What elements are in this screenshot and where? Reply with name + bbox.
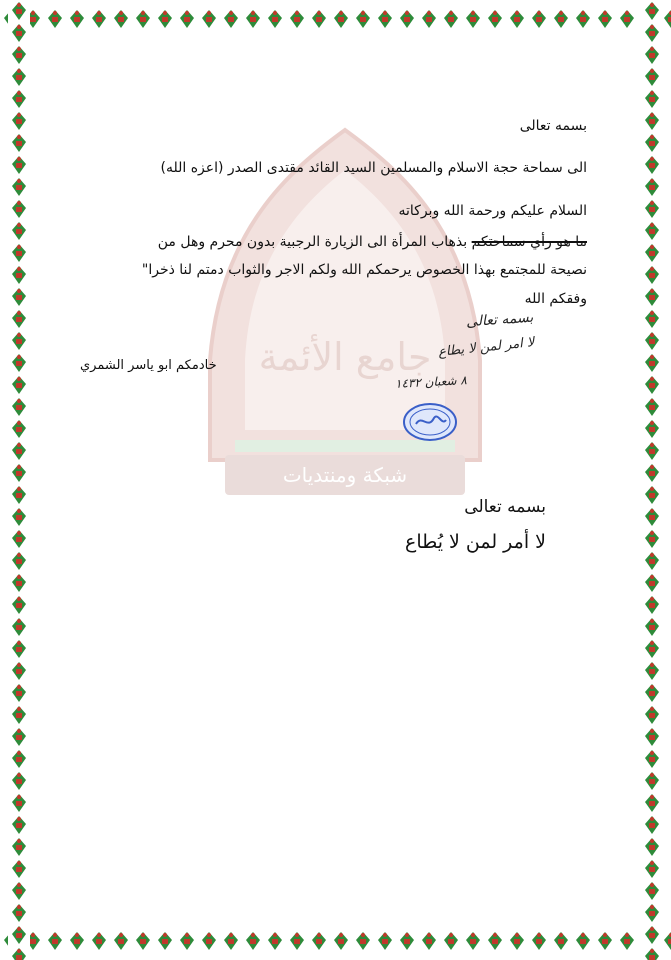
handwritten-basmala: بسمه تعالى: [465, 309, 534, 331]
letter-basmala: بسمه تعالى: [519, 118, 587, 134]
official-seal: [402, 402, 458, 442]
watermark-caption: شبكة ومنتديات: [282, 463, 408, 487]
watermark-logo-text: جامع الأئمة: [258, 335, 432, 379]
handwritten-date: ٨ شعبان ١٤٣٢: [394, 373, 468, 391]
letter-address: الى سماحة حجة الاسلام والمسلمين السيد القائد مقتدى الصدر (اعزه الله): [160, 160, 587, 176]
typed-reply-answer: لا أمر لمن لا يُطاع: [404, 531, 546, 553]
letter-signature: خادمكم ابو ياسر الشمري: [80, 358, 217, 373]
letter-greeting: السلام عليكم ورحمة الله وبركاته: [398, 203, 587, 219]
letter-body-line-1-rest: بذهاب المرأة الى الزيارة الرجبية بدون محرم وهل من: [157, 234, 468, 250]
handwritten-answer: لا امر لمن لا يطاع: [437, 334, 536, 361]
letter-body-line-2: نصيحة للمجتمع بهذا الخصوص يرحمكم الله ولكم الاجر والثواب دمتم لنا ذخرا": [141, 262, 587, 278]
letter-body-line-3: وفقكم الله: [524, 291, 587, 307]
decorative-border-right: [641, 0, 663, 960]
letter-body-line-1: [158, 234, 587, 250]
typed-reply-basmala: بسمه تعالى: [464, 497, 546, 517]
decorative-border-left: [8, 0, 30, 960]
decorative-border-bottom: [0, 930, 671, 952]
decorative-border-top: [0, 8, 671, 30]
letter-body-crossed-text: ما هو رأي سماحتكم: [471, 234, 587, 250]
